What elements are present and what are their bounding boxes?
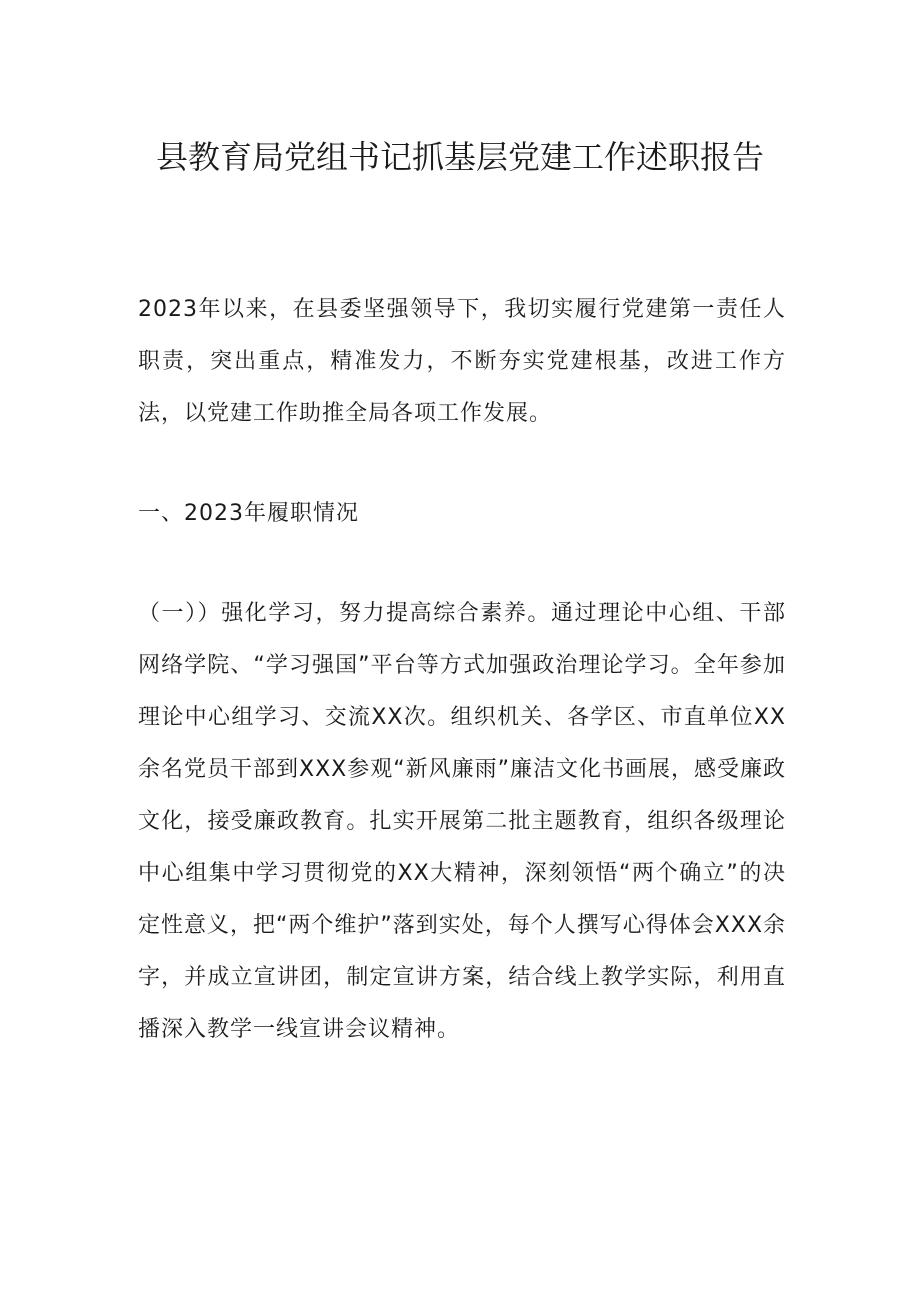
document-title: 县教育局党组书记抓基层党建工作述职报告 [155,138,764,177]
intro-paragraph: 2023年以来，在县委坚强领导下，我切实履行党建第一责任人职责，突出重点，精准发力，不断夯实党建根基，改进工作方法，以党建工作助推全局各项工作发展。 [138,297,786,426]
section-1-paragraph: （一））强化学习，努力提高综合素养。通过理论中心组、干部网络学院、“学习强国”平台等方式加强政治理论学习。全年参加理论中心组学习、交流XX次。组织机关、各学区、市直单位XX余名党员干部到XXX参观“新风廉雨”廉洁文化书画展，感受廉政文化，接受廉政教育。扎实开展第二批主题教育，组织各级理论中心组集中学习贯彻党的XX大精神，深刻领悟“两个确立”的决定性意义，把“两个维护”落到实处，每个人撰写心得体会XXX余字，并成立宣讲团，制定宣讲方案，结合线上教学实际，利用直播深入教学一线宣讲会议精神。 [138,601,787,1042]
section-heading: 一、2023年履职情况 [138,501,359,526]
